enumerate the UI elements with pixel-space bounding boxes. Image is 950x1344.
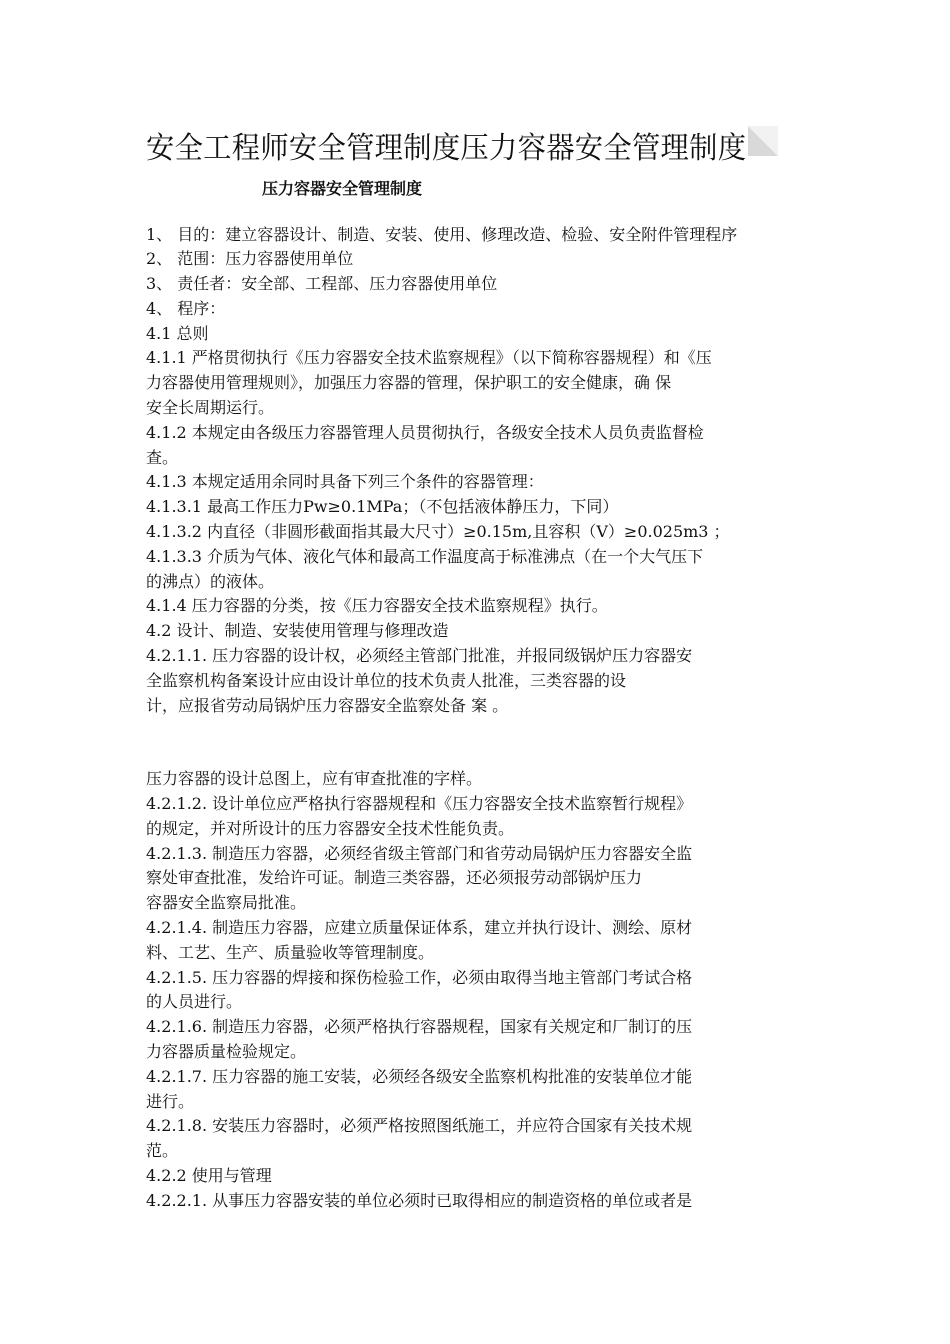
body-line: 4.2 设计、制造、安装使用管理与修理改造 (146, 621, 449, 640)
body-line: 4.2.1.6. 制造压力容器，必须严格执行容器规程，国家有关规定和厂制订的压 (146, 1017, 693, 1036)
body-line: 4.1.3.3 介质为气体、液化气体和最高工作温度高于标准沸点（在一个大气压下 (146, 547, 704, 566)
body-line: 安全长周期运行。 (146, 398, 275, 417)
body-line: 4.1 总则 (146, 324, 209, 343)
body-line: 4.2.1.1. 压力容器的设计权，必须经主管部门批准，并报同级锅炉压力容器安 (146, 646, 693, 665)
body-line: 的规定，并对所设计的压力容器安全技术性能负责。 (146, 819, 515, 838)
body-line: 进行。 (146, 1092, 195, 1111)
body-line: 4.1.1 严格贯彻执行《压力容器安全技术监察规程》（以下简称容器规程）和《压 (146, 348, 712, 367)
body-line: 力容器使用管理规则》，加强压力容器的管理，保护职工的安全健康，确 保 (146, 373, 672, 392)
body-line: 4.2.2.1. 从事压力容器安装的单位必须时已取得相应的制造资格的单位或者是 (146, 1191, 693, 1210)
body-line: 1、 目的：建立容器设计、制造、安装、使用、修理改造、检验、安全附件管理程序 (146, 225, 738, 244)
body-line: 4.1.3.1 最高工作压力Pw≥0.1MPa；（不包括液体静压力，下同） (146, 497, 619, 516)
body-line: 察处审查批准，发给许可证。制造三类容器，还必须报劳动部锅炉压力 (146, 868, 643, 887)
body-line: 4.2.1.3. 制造压力容器，必须经省级主管部门和省劳动局锅炉压力容器安全监 (146, 844, 693, 863)
body-line: 2、 范围：压力容器使用单位 (146, 249, 354, 268)
body-line: 容器安全监察局批准。 (146, 893, 307, 912)
page-fold-icon (748, 126, 778, 156)
document-subtitle: 压力容器安全管理制度 (262, 179, 423, 198)
body-line: 4、 程序： (146, 299, 226, 318)
body-line: 4.2.1.8. 安装压力容器时，必须严格按照图纸施工，并应符合国家有关技术规 (146, 1116, 693, 1135)
body-line: 4.2.2 使用与管理 (146, 1166, 272, 1185)
body-line: 4.1.4 压力容器的分类，按《压力容器安全技术监察规程》执行。 (146, 596, 608, 615)
body-line: 范。 (146, 1141, 179, 1160)
body-line: 4.1.3.2 内直径（非圆形截面指其最大尺寸）≥0.15m,且容积（V）≥0.025m3 ； (146, 522, 730, 541)
body-line: 3、 责任者：安全部、工程部、压力容器使用单位 (146, 274, 498, 293)
body-line: 的人员进行。 (146, 992, 243, 1011)
body-line: 压力容器的设计总图上，应有审查批准的字样。 (146, 769, 483, 788)
body-line: 力容器质量检验规定。 (146, 1042, 307, 1061)
body-line: 4.2.1.4. 制造压力容器，应建立质量保证体系，建立并执行设计、测绘、原材 (146, 918, 693, 937)
body-line: 的沸点）的液体。 (146, 572, 275, 591)
body-line: 全监察机构备案设计应由设计单位的技术负责人批准，三类容器的设 (146, 671, 627, 690)
body-line: 查。 (146, 448, 179, 467)
body-line: 4.2.1.2. 设计单位应严格执行容器规程和《压力容器安全技术监察暂行规程》 (146, 794, 693, 813)
body-line: 料、工艺、生产、质量验收等管理制度。 (146, 943, 435, 962)
body-line: 4.2.1.5. 压力容器的焊接和探伤检验工作，必须由取得当地主管部门考试合格 (146, 968, 693, 987)
body-line: 4.1.2 本规定由各级压力容器管理人员贯彻执行，各级安全技术人员负责监督检 (146, 423, 704, 442)
document-title: 安全工程师安全管理制度压力容器安全管理制度 (146, 131, 747, 166)
body-line: 4.1.3 本规定适用余同时具备下列三个条件的容器管理： (146, 472, 544, 491)
body-line: 计，应报省劳动局锅炉压力容器安全监察处备 案 。 (146, 696, 509, 715)
body-line: 4.2.1.7. 压力容器的施工安装，必须经各级安全监察机构批准的安装单位才能 (146, 1067, 693, 1086)
